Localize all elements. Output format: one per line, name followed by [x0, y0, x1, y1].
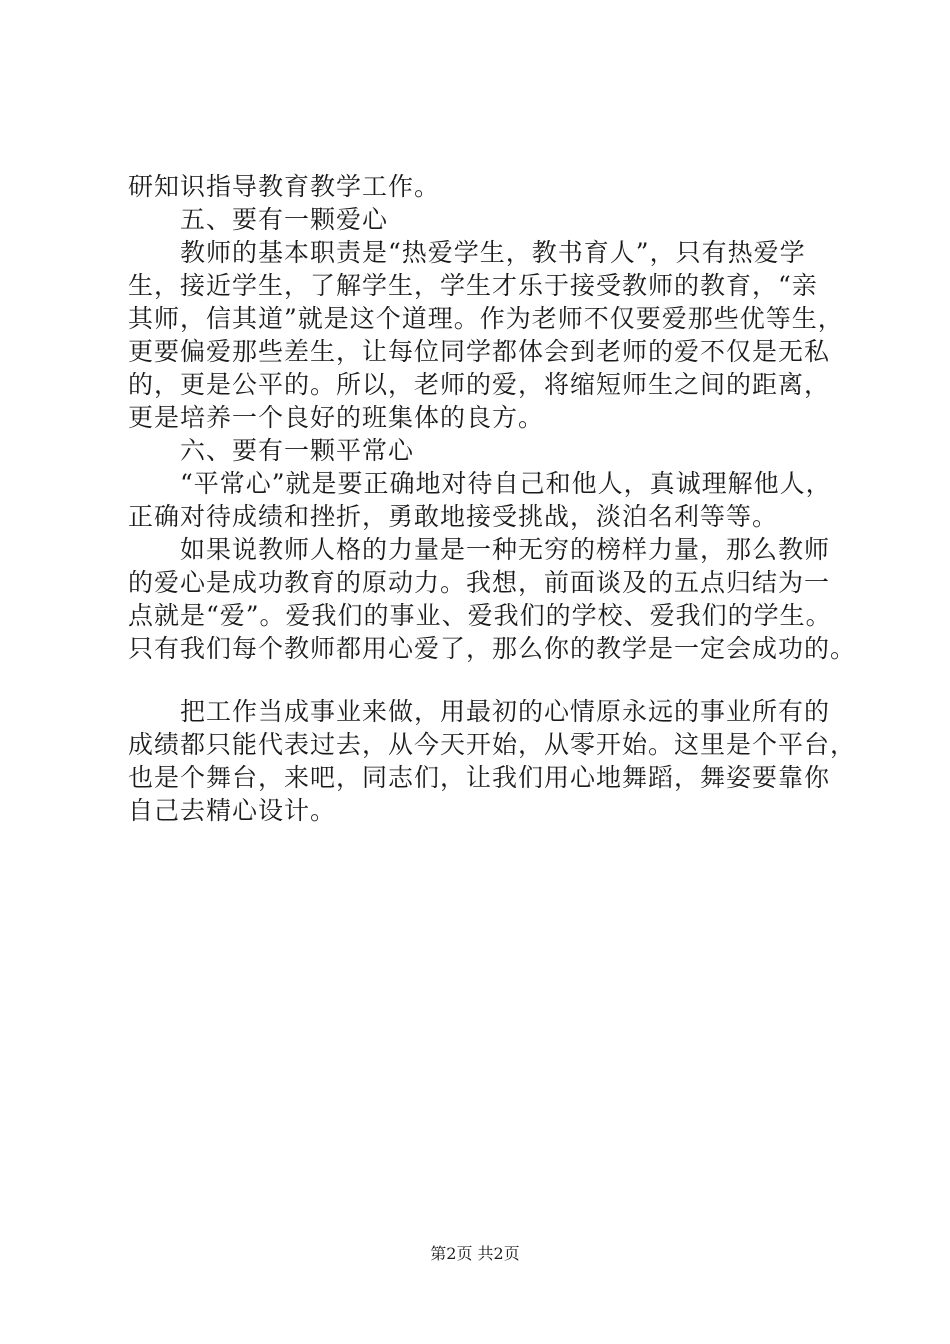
- text-line: 更要偏爱那些差生，让每位同学都体会到老师的爱不仅是无私: [128, 337, 831, 366]
- paragraph: [128, 467, 848, 533]
- text-line: 正确对待成绩和挫折，勇敢地接受挑战，淡泊名利等等。: [128, 502, 779, 531]
- text-line: 教师的基本职责是“热爱学生，教书育人”，只有热爱学: [180, 238, 806, 267]
- text-line: 成绩都只能代表过去，从今天开始，从零开始。这里是个平台，: [128, 730, 857, 759]
- paragraph: [128, 170, 848, 203]
- paragraph-gap: [128, 665, 848, 695]
- page-footer: 第2页 共2页: [430, 1244, 520, 1263]
- text-line: 也是个舞台，来吧，同志们，让我们用心地舞蹈，舞姿要靠你: [128, 763, 831, 792]
- text-line: 更是培养一个良好的班集体的良方。: [128, 403, 545, 432]
- text-line: 其师，信其道”就是这个道理。作为老师不仅要爱那些优等生，: [128, 304, 844, 333]
- text-line: 只有我们每个教师都用心爱了，那么你的教学是一定会成功的。: [128, 634, 857, 663]
- document-body: [128, 170, 857, 827]
- text-line: 的爱心是成功教育的原动力。我想，前面谈及的五点归结为一: [128, 568, 831, 597]
- text-line: “平常心”就是要正确地对待自己和他人，真诚理解他人，: [180, 469, 832, 498]
- text-line: 自己去精心设计。: [128, 796, 337, 825]
- text-line: 的，更是公平的。所以，老师的爱，将缩短师生之间的距离，: [128, 370, 831, 399]
- text-line: 把工作当成事业来做，用最初的心情原永远的事业所有的: [180, 697, 831, 726]
- paragraph: [128, 434, 848, 467]
- paragraph: [128, 533, 857, 665]
- text-line: 点就是“爱”。爱我们的事业、爱我们的学校、爱我们的学生。: [128, 601, 832, 630]
- text-line: 五、要有一颗爱心: [180, 205, 389, 234]
- paragraph: [128, 236, 848, 434]
- text-line: 如果说教师人格的力量是一种无穷的榜样力量，那么教师: [180, 535, 831, 564]
- text-line: 六、要有一颗平常心: [180, 436, 415, 465]
- paragraph: [128, 695, 857, 827]
- text-line: 研知识指导教育教学工作。: [128, 172, 441, 201]
- paragraph: [128, 203, 848, 236]
- text-line: 生，接近学生，了解学生，学生才乐于接受教师的教育，“亲: [128, 271, 818, 300]
